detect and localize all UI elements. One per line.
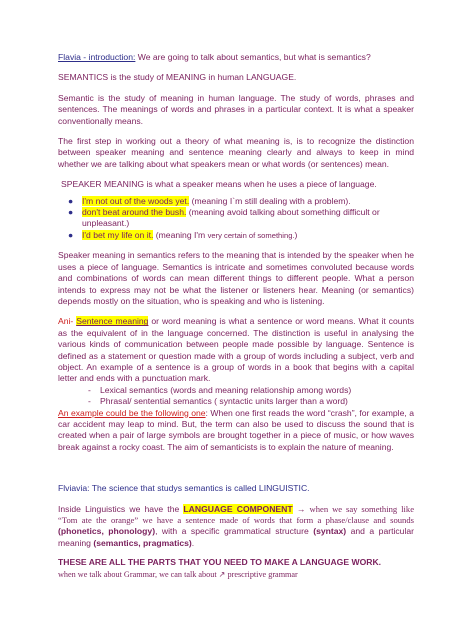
idiom-text: don't beat around the bush.: [82, 207, 187, 218]
paragraph-first-step: The first step in working out a theory of what meaning is, is to recognize the distinction between speaker meaning and sentence meaning clearly and always to keep in mind whether we are talking about what speakers mean or what words (or sentences) mean.: [58, 136, 414, 169]
paragraph-sentence-meaning: [58, 316, 414, 384]
semantics-types-list: [58, 385, 414, 408]
semantics-type-item: - Lexical semantics (words and meaning relationship among words): [88, 384, 352, 395]
dash-icon: -: [88, 384, 91, 395]
idiom-meaning-b: very certain of something.: [207, 230, 295, 240]
semantics-definition: SEMANTICS is the study of MEANING in human LANGUAGE.: [58, 72, 297, 83]
dash-icon: -: [88, 396, 91, 407]
idiom-list: [58, 196, 414, 242]
idiom-text: I'd bet my life on it.: [82, 229, 154, 240]
idiom-meaning: (meaning avoid talking about something difficult or unpleasant.): [82, 207, 380, 229]
idiom-item: [68, 207, 414, 230]
bullet-icon: ●: [68, 195, 74, 206]
example-text: : When one first reads the word “crash”, for example, a car accident may leap to mind. But, the term can also be used to discuss the sound that is created when a pair of large symbols are brought together in a piece of music, or how waves break against a rocky coast. The aim of semanticists is to explain the nature of meaning.: [58, 407, 414, 452]
intro-speaker: Flavia - introduction:: [58, 52, 136, 62]
arrow-icon: →: [292, 503, 310, 514]
example-lead: An example could be the following one: [58, 407, 206, 418]
intro-line: [58, 52, 414, 63]
idiom-meaning-c: ): [294, 229, 298, 240]
idiom-item: [68, 229, 414, 241]
paragraph-example: [58, 408, 414, 454]
semantics-type-item: - Phrasal/ sentential semantics ( syntactic units larger than a word): [88, 396, 348, 407]
language-component-term: LANGUAGE COMPONENT: [183, 503, 293, 514]
idiom-meaning-a: (meaning I'm: [153, 229, 208, 240]
intro-text: We are going to talk about semantics, but what is semantics?: [135, 52, 371, 62]
grammar-line: when we talk about Grammar, we can talk about ↗ prescriptive grammar: [58, 569, 298, 579]
idiom-item: [68, 195, 414, 207]
bullet-icon: ●: [68, 207, 74, 218]
sentence-meaning-text: or word meaning is what a sentence or word means. What it counts as the equivalent of in the language concerned. The distinction is useful in analysing the various kinds of communication between people made possible by language. Sentence is defined as a statement or question made with a group of words including a subject, verb and object. An example of a sentence is a group of words in a book that begins with a capital letter and ends with a punctuation mark.: [58, 316, 415, 384]
speaker-meaning-definition: SPEAKER MEANING is what a speaker means when he uses a piece of language.: [61, 179, 377, 190]
paragraph-speaker-meaning: Speaker meaning in semantics refers to the meaning that is intended by the speaker when he uses a piece of language. Semantics is intricate and sometimes convoluted because words and combinations of words can mean different things to different people. What a person intends to express may not be what the listener or listeners hear. Meaning (or semantics) depends mostly on the situation, who is speaking and who is listening.: [58, 250, 414, 306]
paragraph-linguistics: Inside Linguistics we have the LANGUAGE COMPONENT → when we say something like “Tom ate the orange” we have a sentence made of words that form a phase/clause and sounds (phonetics, phonology), with a specific grammatical structure (syntax) and a particular meaning (semantics, pragmatics).: [58, 503, 415, 548]
fliavia-line: Flviavia: The science that studys semantics is called LINGUISTIC.: [58, 483, 310, 494]
idiom-text: I'm not out of the woods yet.: [82, 195, 190, 206]
bullet-icon: ●: [68, 229, 74, 240]
ani-label: Ani-: [58, 316, 77, 327]
idiom-meaning: (meaning I`m still dealing with a problem).: [189, 195, 351, 206]
paragraph-semantic-study: Semantic is the study of meaning in human language. The study of words, phrases and sentences. The meanings of words and phrases in a particular context. It is what a speaker conventionally means.: [58, 92, 414, 126]
parts-heading: THESE ARE ALL THE PARTS THAT YOU NEED TO MAKE A LANGUAGE WORK.: [58, 557, 382, 568]
sentence-meaning-term: Sentence meaning: [76, 316, 149, 327]
